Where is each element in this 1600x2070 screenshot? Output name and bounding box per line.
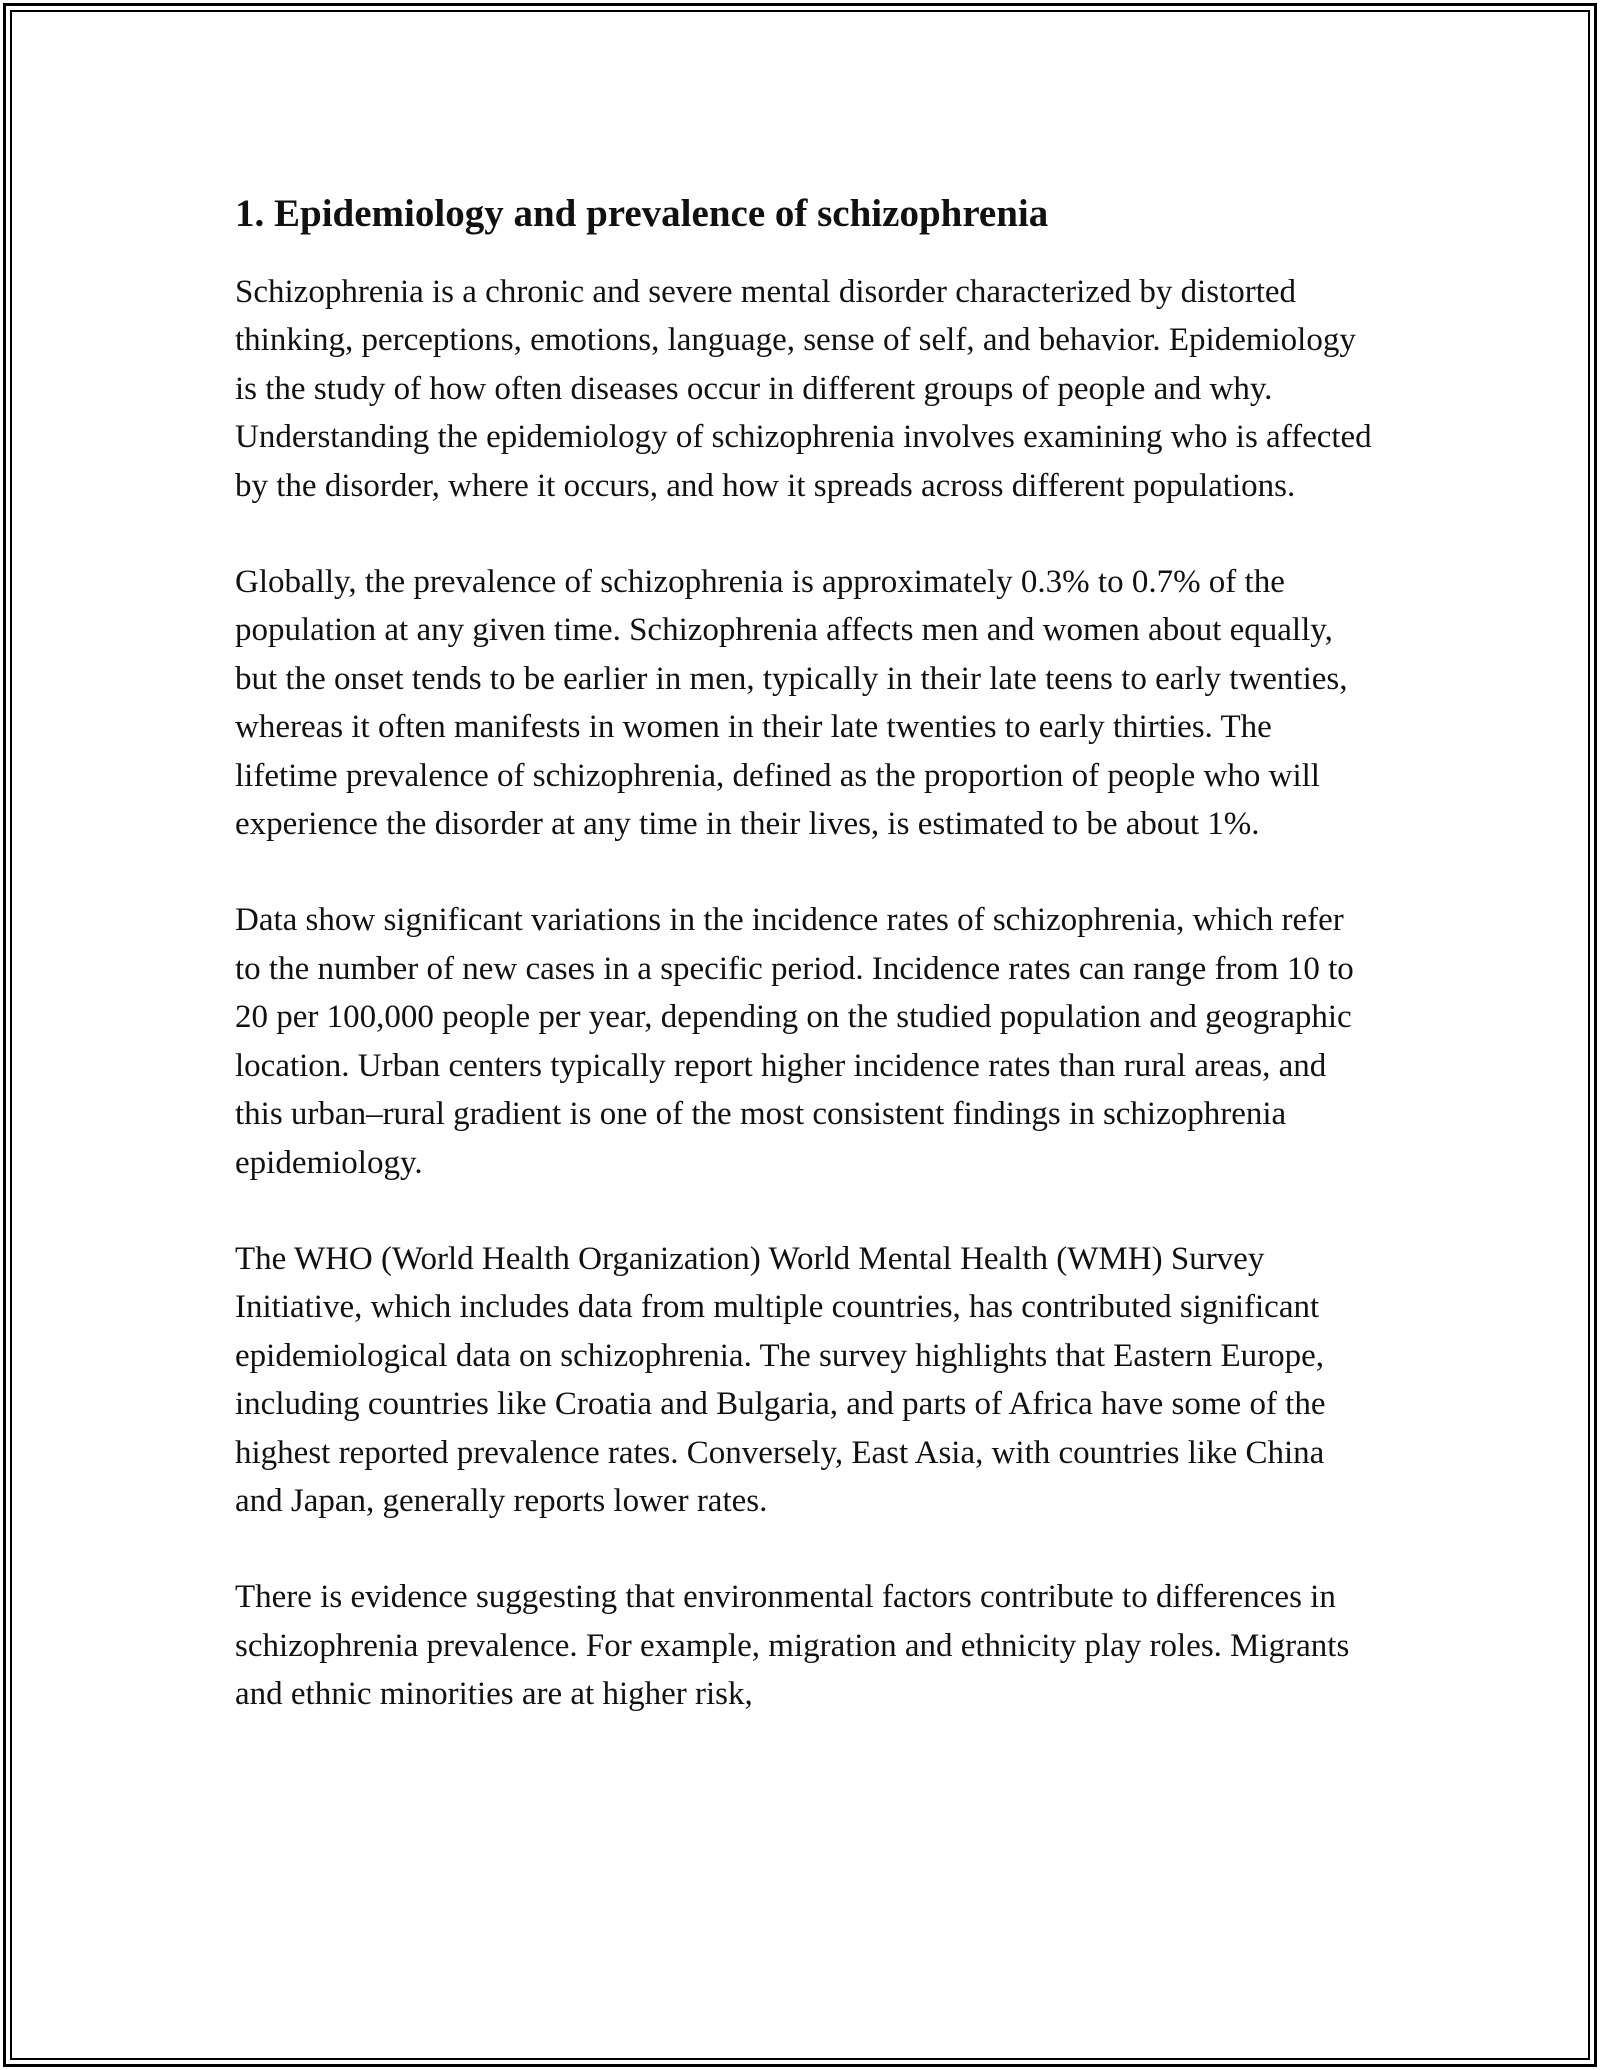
- paragraph-who-survey: The WHO (World Health Organization) World Mental Health (WMH) Survey Initiative, which includes data from multiple countries, has contributed significant epidemiological data on schizophrenia. The survey highlights that Eastern Europe, including countries like Croatia and Bulgaria, and parts of Africa have some of the highest reported prevalence rates. Conversely, East Asia, with countries like China and Japan, generally reports lower rates.: [235, 1240, 1326, 1519]
- document-body: [235, 188, 1375, 1767]
- paragraph-incidence: Data show significant variations in the incidence rates of schizophrenia, which refer to the number of new cases in a specific period. Incidence rates can range from 10 to 20 per 100,000 people per year, depending on the studied population and geographic location. Urban centers typically report higher incidence rates than rural areas, and this urban–rural gradient is one of the most consistent findings in schizophrenia epidemiology.: [235, 902, 1354, 1181]
- paragraph-environmental-factors: There is evidence suggesting that environmental factors contribute to differences in schizophrenia prevalence. For example, migration and ethnicity play roles. Migrants and ethnic minorities are at higher risk,: [235, 1579, 1350, 1713]
- paragraph-prevalence: Globally, the prevalence of schizophrenia is approximately 0.3% to 0.7% of the population at any given time. Schizophrenia affects men and women about equally, but the onset tends to be earlier in men, typically in their late teens to early twenties, whereas it often manifests in women in their late twenties to early thirties. The lifetime prevalence of schizophrenia, defined as the proportion of people who will experience the disorder at any time in their lives, is estimated to be about 1%.: [235, 564, 1348, 843]
- section-heading: 1. Epidemiology and prevalence of schizophrenia: [235, 192, 1049, 235]
- paragraph-definition: Schizophrenia is a chronic and severe mental disorder characterized by distorted thinking, perceptions, emotions, language, sense of self, and behavior. Epidemiology is the study of how often diseases occur in different groups of people and why. Understanding the epidemiology of schizophrenia involves examining who is affected by the disorder, where it occurs, and how it spreads across different populations.: [235, 274, 1372, 504]
